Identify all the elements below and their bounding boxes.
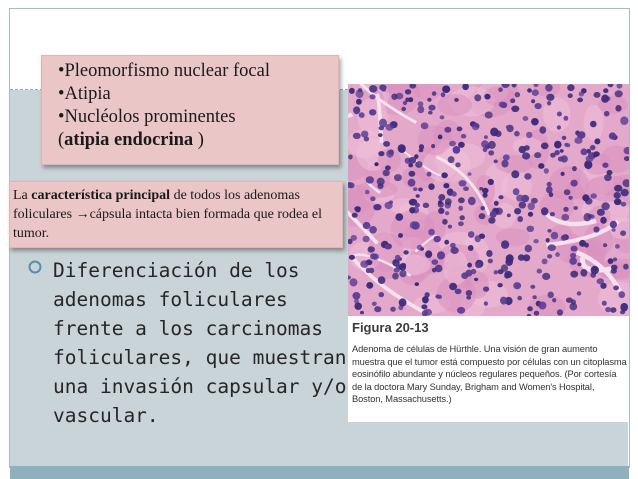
feature-item-atypia: •Atipia <box>58 84 111 104</box>
bullet-text: Diferenciación de los adenomas foliculares frente a los carcinomas foliculares, que muestran una invasión capsular y/o vascular. <box>53 259 347 427</box>
figure-title: Figura 20-13 <box>352 320 429 335</box>
bullet-diamond-icon <box>28 260 44 276</box>
key-feature-bold: característica principal <box>31 188 171 203</box>
features-callout <box>41 55 339 165</box>
bottom-accent-bar <box>10 466 629 479</box>
figure-caption <box>348 316 629 422</box>
key-feature-callout: La característica principal de todos los adenomas foliculares →cápsula intacta bien formada que rodea el tumor. <box>9 181 343 248</box>
figure-caption-text: Adenoma de células de Hürthle. Una visión de gran aumento muestra que el tumor está compuesto por células con un citoplasma eosinófilo abundante y núcleos regulares pequeños. (Por cortesía de la doctora Mary Sunday, Brigham and Women's Hospital, Boston, Massachusetts.) <box>352 344 627 404</box>
histology-image <box>348 84 629 316</box>
feature-item-pleomorphism: •Pleomorfismo nuclear focal <box>58 61 270 81</box>
arrow-icon: → <box>75 207 90 222</box>
endocrine-atypia-bold: atipia endocrina <box>64 130 194 150</box>
feature-item-endocrine-atypia: (atipia endocrina ) <box>58 130 204 150</box>
feature-item-nucleoli: •Nucléolos prominentes <box>58 107 236 127</box>
